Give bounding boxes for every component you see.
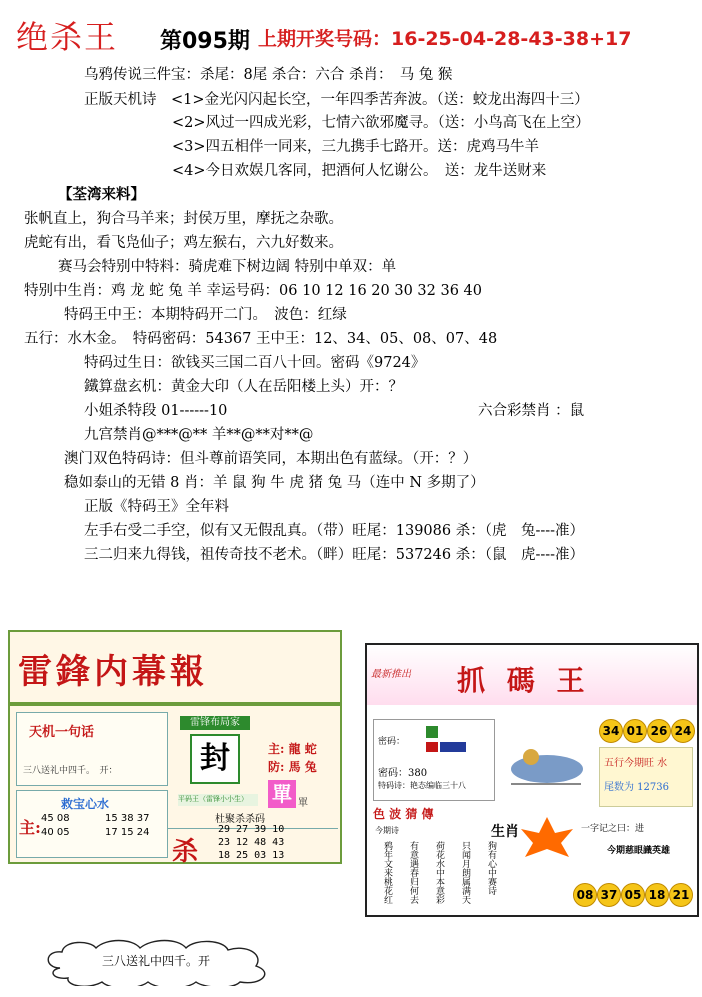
line-zuoshou: 左手右受二手空，似有又无假乱真。（带）旺尾：139086 杀：（虎 兔----准） xyxy=(84,523,585,539)
line-hushe: 虎蛇有出，看飞凫仙子；鸡左猴右，六九好数来。 xyxy=(24,235,343,251)
bottom-ball-5: 21 xyxy=(669,883,693,907)
line-birthday: 特码过生日：欲钱买三国二百八十回。密码《9724》 xyxy=(84,355,426,371)
line-poem-1: 正版天机诗 <1>金光闪闪起长空，一年四季苦奔波。（送：蛟龙出海四十三） xyxy=(84,92,589,108)
line-xiaojie: 小姐杀特段 01------10 xyxy=(84,403,228,419)
jiubao-row-2: 17 15 24 xyxy=(105,827,150,838)
jiubao-main-1: 45 08 xyxy=(41,813,70,824)
poem-col-5: 狗有心中赛诗 xyxy=(486,841,496,895)
center-title: 雷锋布局家 xyxy=(180,716,250,730)
tianji-line: 三八送礼中四千。 开： xyxy=(23,766,118,776)
cai-banner: 色 波 猜 傳 xyxy=(373,807,434,821)
prev-result xyxy=(258,24,631,51)
bottom-ball-3: 05 xyxy=(621,883,645,907)
leifeng-title: 雷鋒内幕報 xyxy=(18,652,208,692)
mima-value: 密码：380 xyxy=(378,768,428,779)
big-kill-char: 杀 xyxy=(172,837,199,867)
zhuamawang-ad xyxy=(365,643,699,917)
mima-label: 密码： xyxy=(378,737,406,747)
line-jiugong: 九宫禁肖@***@** 羊**@**对**@ xyxy=(84,427,314,443)
mima-box xyxy=(373,719,495,801)
top-ball-4: 24 xyxy=(671,719,695,743)
kill-row-3: 18 25 03 13 xyxy=(218,850,285,861)
tema-line: 特码诗：艳态编临三十八 xyxy=(378,781,466,790)
line-iron-abacus: 鐵算盘玄机：黄金大印（人在岳阳楼上头）开：？ xyxy=(84,379,403,395)
line-zhangfan: 张帆直上，狗合马羊来；封侯万里，摩抚之杂歌。 xyxy=(24,211,343,227)
jiubao-main-2: 40 05 xyxy=(41,827,70,838)
fang-line: 防: 馬 兔 xyxy=(268,760,317,774)
fire-art xyxy=(517,815,577,859)
shengxiao-label: 生肖 xyxy=(491,824,519,840)
tianji-title: 天机一句话 xyxy=(29,725,95,740)
kill-title: 杜聚杀杀码 xyxy=(215,814,265,825)
line-zhengban: 正版《特码王》全年料 xyxy=(84,499,229,515)
leifeng-ad xyxy=(8,630,342,867)
line-wuxing: 五行：水木金。 特码密码：54367 王中王：12、34、05、08、07、48 xyxy=(24,331,498,347)
top-ball-2: 01 xyxy=(623,719,647,743)
ad-divider xyxy=(10,702,340,706)
line-forbidden: 六合彩禁肖 ：鼠 xyxy=(478,403,585,419)
line-eight-zodiac: 稳如泰山的无错 8 肖：羊 鼠 狗 牛 虎 猪 兔 马（连中 N 多期了） xyxy=(64,475,485,491)
bottom-ball-1: 08 xyxy=(573,883,597,907)
line-saimahui: 赛马会特别中特料：骑虎难下树边阔 特别中单双：单 xyxy=(58,259,397,275)
issue-number: 第095期 xyxy=(160,29,250,54)
logo: 绝杀王 xyxy=(16,18,119,56)
weishu-line: 尾数为 12736 xyxy=(604,782,669,793)
wuxing-line: 五行今期旺 水 xyxy=(604,758,668,769)
kill-row-2: 23 12 48 43 xyxy=(218,837,285,848)
jiubao-main-label: 主: xyxy=(19,818,41,837)
kill-row-1: 29 27 39 10 xyxy=(218,824,285,835)
small-text: 平码王（雷锋小小生） xyxy=(178,794,258,806)
line-poem-3: <3>四五相伴一同来，三九携手七路开。送：虎鸡马牛羊 xyxy=(172,139,540,155)
prev-result-value: 16-25-04-28-43-38+17 xyxy=(391,28,632,50)
line-sanergui: 三二归来九得钱，祖传奇技不老术。（畔）旺尾：537246 杀：（鼠 虎----准） xyxy=(84,547,585,563)
dan-badge: 單 xyxy=(268,780,296,808)
cloud-bubble xyxy=(40,938,280,986)
line-wuya: 乌鸦传说三件宝：杀尾：8尾 杀合：六合 杀肖： 马 兔 猴 xyxy=(84,67,453,83)
poem-col-3: 荷花水中本意彩 xyxy=(434,841,444,904)
line-special-zodiac: 特别中生肖：鸡 龙 蛇 兔 羊 幸运号码：06 10 12 16 20 30 32 36 40 xyxy=(24,283,482,299)
jiubao-row-1: 15 38 37 xyxy=(105,813,150,824)
line-macau: 澳门双色特码诗：但斗尊前语笑同，本期出色有蓝绿。（开：？） xyxy=(64,451,478,467)
line-quanwan: 【荃湾来料】 xyxy=(58,186,145,203)
poem-col-1: 鸦年文来桃花红 xyxy=(382,841,392,904)
bottom-ball-4: 18 xyxy=(645,883,669,907)
zmw-title: 抓 碼 王 xyxy=(457,664,591,697)
qiqi-line: 今期慈眼識英雄 xyxy=(607,846,671,856)
line-poem-2: <2>风过一四成光彩，七情六欲邪魔寻。（送：小鸟高飞在上空） xyxy=(172,115,590,131)
poem-col-2: 有意遇春归何去 xyxy=(408,841,418,904)
mima-logo xyxy=(426,726,466,756)
line-poem-4: <4>今日欢娱几客同，把酒何人忆谢公。 送：龙牛送财来 xyxy=(172,163,547,179)
tianji-box xyxy=(16,712,168,786)
dragon-art xyxy=(501,729,593,791)
bottom-ball-2: 37 xyxy=(597,883,621,907)
poem-label: 今期诗 xyxy=(375,826,399,835)
top-ball-3: 26 xyxy=(647,719,671,743)
yizi-line: 一字记之曰：进 xyxy=(581,824,645,834)
top-ball-1: 34 xyxy=(599,719,623,743)
shuang-badge: 單 xyxy=(298,798,308,809)
cloud-text: 三八送礼中四千。开 xyxy=(102,954,211,968)
poem-col-4: 只闻月朗属满天 xyxy=(460,841,470,904)
jiubao-title: 救宝心水 xyxy=(61,797,110,811)
zmw-tag: 最新推出 xyxy=(371,669,411,680)
line-wangzhongwang: 特码王中王：本期特码开二门。 波色：红绿 xyxy=(64,307,347,323)
zhu-line: 主: 龍 蛇 xyxy=(268,742,317,756)
wuxing-box xyxy=(599,747,693,807)
seal-char: 封 xyxy=(190,734,240,784)
prev-result-label: 上期开奖号码： xyxy=(258,28,392,50)
jiubao-box xyxy=(16,790,168,858)
